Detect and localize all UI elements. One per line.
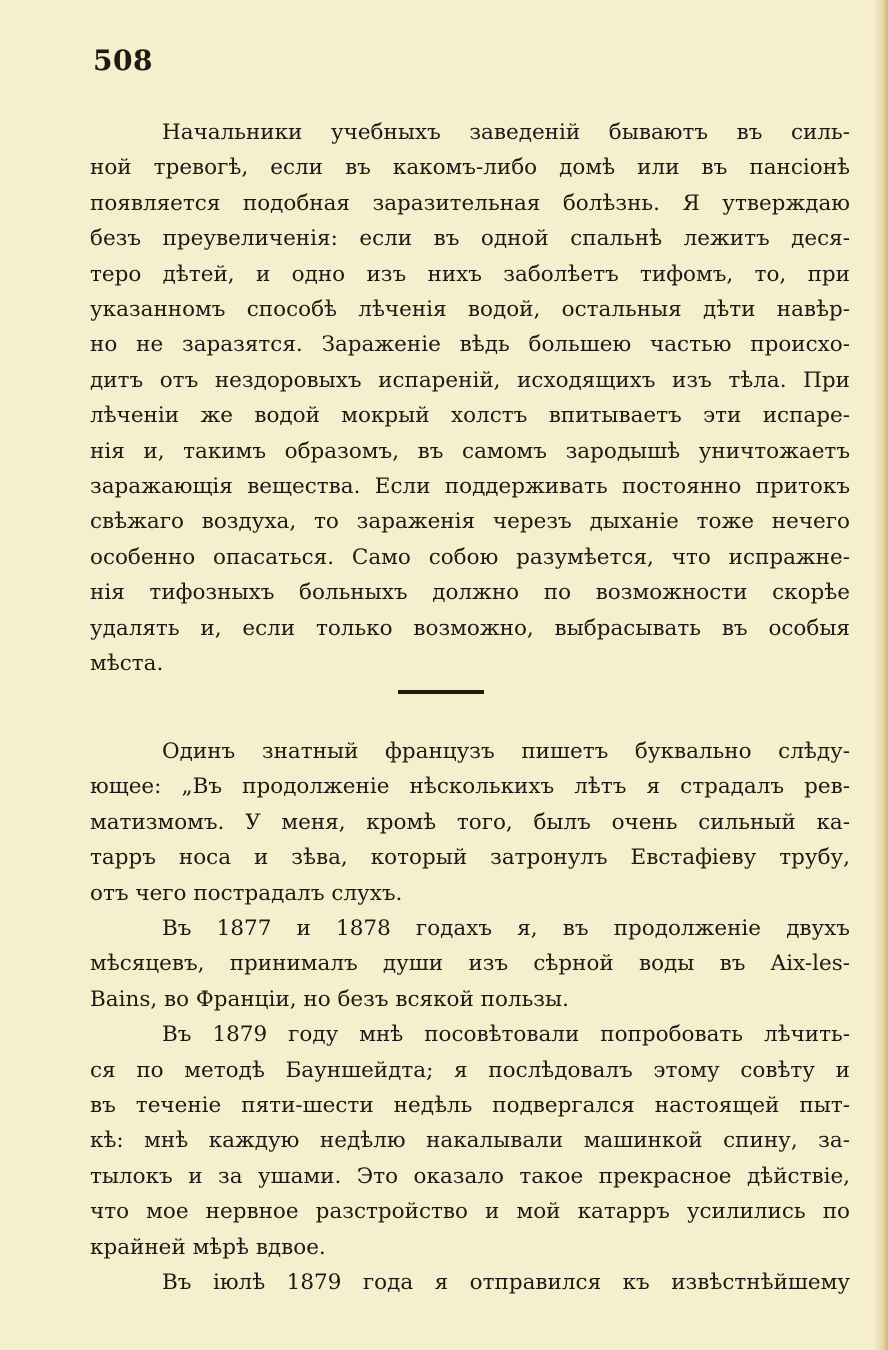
- text-line: но не заразятся. Зараженіе вѣдь большею частью происхо-: [90, 332, 850, 358]
- text-line: мѣста.: [90, 651, 164, 677]
- text-line: нія тифозныхъ больныхъ должно по возможности скорѣе: [90, 580, 850, 606]
- text-line: кѣ: мнѣ каждую недѣлю накалывали машинкой спину, за-: [90, 1128, 850, 1154]
- text-line: безъ преувеличенія: если въ одной спальнѣ лежитъ деся-: [90, 226, 850, 252]
- text-line: ной тревогѣ, если въ какомъ-либо домѣ или въ пансіонѣ: [90, 155, 850, 181]
- text-line: матизмомъ. У меня, кромѣ того, былъ очень сильный ка-: [90, 809, 850, 835]
- text-line: свѣжаго воздуха, то зараженія черезъ дыханіе тоже нечего: [90, 509, 850, 535]
- text-line: заражающія вещества. Если поддерживать постоянно притокъ: [90, 474, 850, 500]
- text-line: Bains, во Франціи, но безъ всякой пользы.: [90, 986, 569, 1012]
- page-edge-shadow: [874, 0, 888, 1350]
- text-line: отъ чего пострадалъ слухъ.: [90, 880, 403, 906]
- paragraph-typhoid: [90, 115, 850, 682]
- text-line: ющее: „Въ продолженіе нѣсколькихъ лѣтъ я страдалъ рев-: [90, 774, 850, 800]
- text-line: крайней мѣрѣ вдвое.: [90, 1234, 326, 1260]
- text-line: Въ 1877 и 1878 годахъ я, въ продолженіе двухъ: [162, 916, 850, 942]
- section-separator-rule: [398, 690, 484, 694]
- text-line: Въ іюлѣ 1879 года я отправился къ извѣстнѣйшему: [162, 1270, 850, 1296]
- text-line: дитъ отъ нездоровыхъ испареній, исходящихъ изъ тѣла. При: [90, 367, 850, 393]
- text-line: удалять и, если только возможно, выбрасывать въ особыя: [90, 615, 850, 641]
- page-number: 508: [93, 44, 153, 77]
- paragraph-french-testimony: [90, 734, 850, 1301]
- text-line: нія и, такимъ образомъ, въ самомъ зародышѣ уничтожаетъ: [90, 438, 850, 464]
- text-line: особенно опасаться. Само собою разумѣется, что испражне-: [90, 544, 850, 570]
- text-line: появляется подобная заразительная болѣзнь. Я утверждаю: [90, 190, 850, 216]
- text-line: что мое нервное разстройство и мой катарръ усилились по: [90, 1199, 850, 1225]
- text-line: лѣченіи же водой мокрый холстъ впитываетъ эти испаре-: [90, 403, 850, 429]
- text-line: Въ 1879 году мнѣ посовѣтовали попробовать лѣчить-: [162, 1022, 850, 1048]
- text-line: теро дѣтей, и одно изъ нихъ заболѣетъ тифомъ, то, при: [90, 261, 850, 287]
- text-line: Одинъ знатный французъ пишетъ буквально слѣду-: [162, 739, 850, 764]
- text-line: въ теченіе пяти-шести недѣль подвергался настоящей пыт-: [90, 1093, 850, 1119]
- text-line: мѣсяцевъ, принималъ души изъ сѣрной воды въ Aix-les-: [90, 951, 850, 977]
- text-line: указанномъ способѣ лѣченія водой, остальныя дѣти навѣр-: [90, 297, 850, 323]
- text-line: ся по методѣ Бауншейдта; я послѣдовалъ этому совѣту и: [90, 1057, 850, 1083]
- text-line: Начальники учебныхъ заведеній бываютъ въ силь-: [162, 120, 850, 145]
- text-line: тарръ носа и зѣва, который затронулъ Евстафіеву трубу,: [90, 845, 850, 871]
- text-line: тылокъ и за ушами. Это оказало такое прекрасное дѣйствіе,: [90, 1163, 850, 1189]
